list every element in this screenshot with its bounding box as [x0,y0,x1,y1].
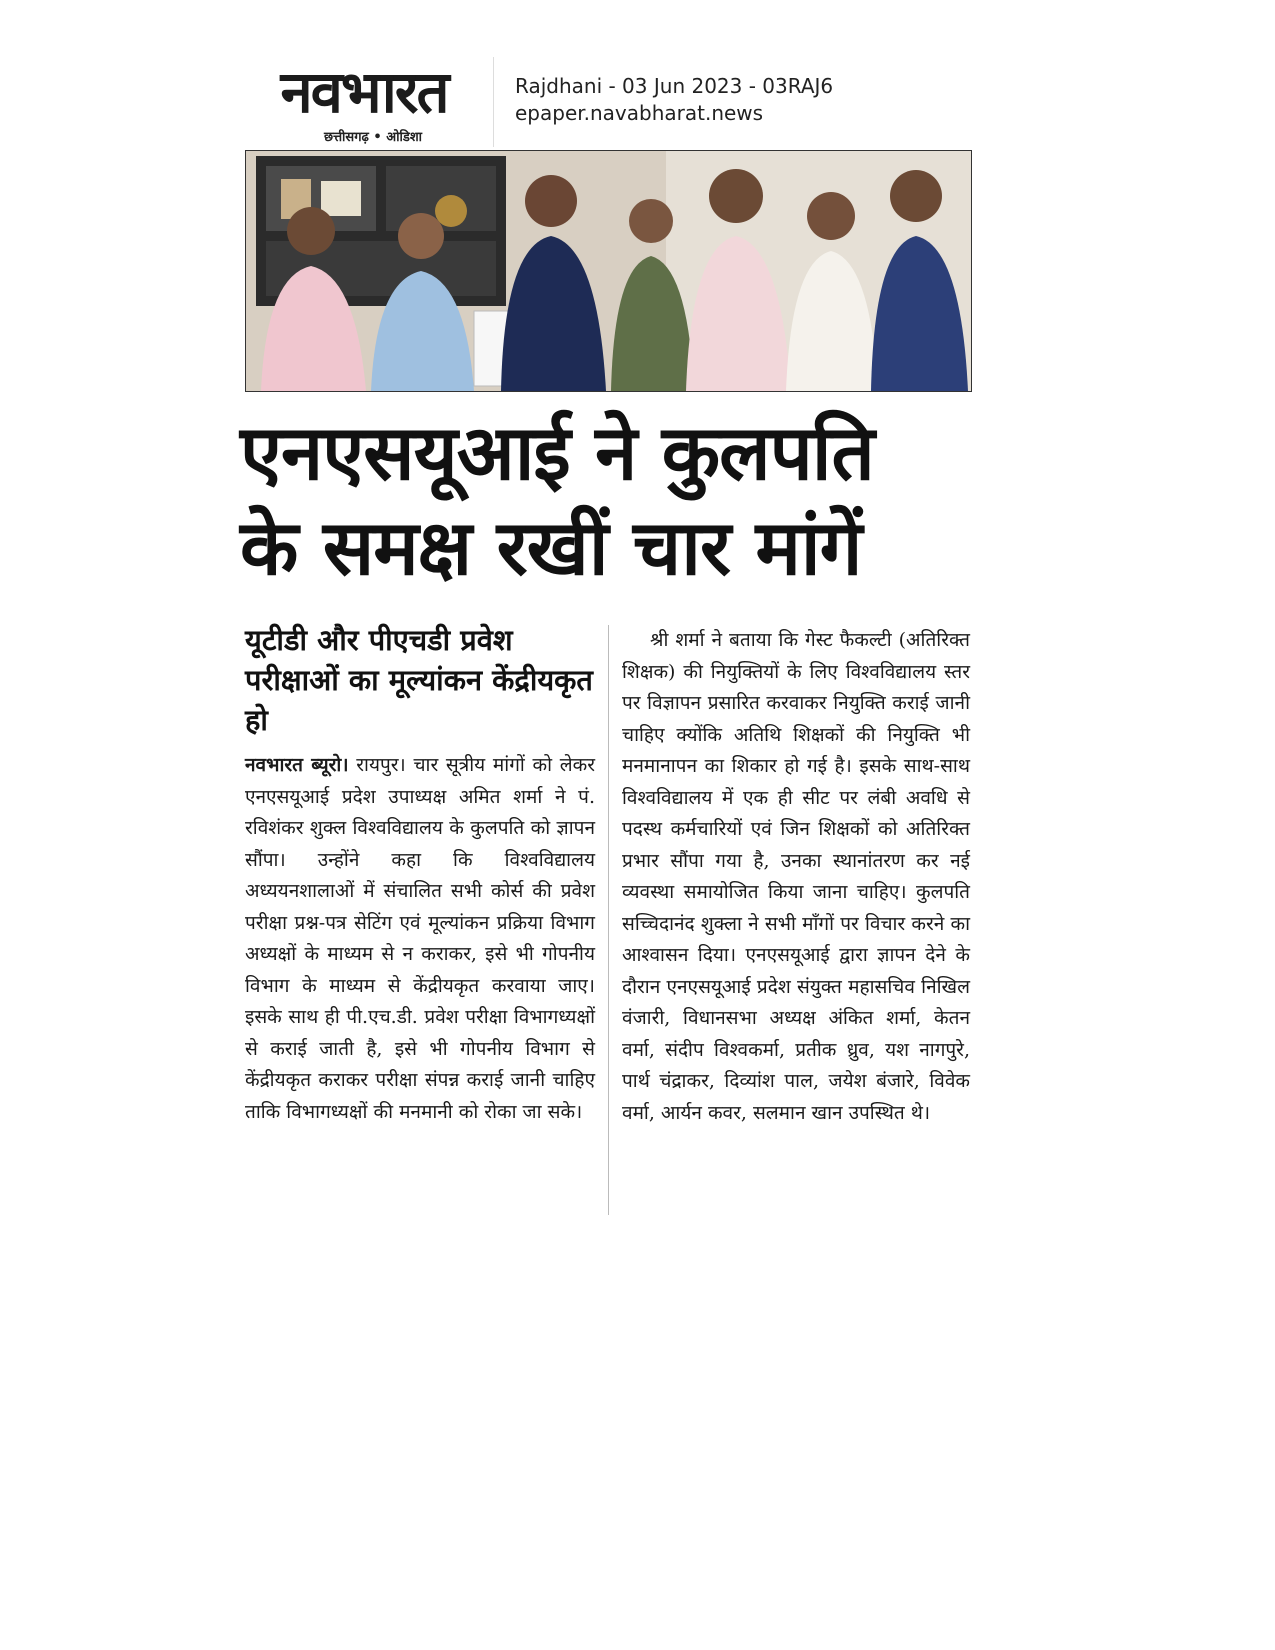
group-photo-illustration [246,151,971,391]
article-column-1 [245,750,595,1128]
column-divider [608,625,609,1215]
edition-line: Rajdhani - 03 Jun 2023 - 03RAJ6 [515,74,834,98]
logo-wordmark: नवभारत [280,58,448,126]
article-column-2: श्री शर्मा ने बताया कि गेस्ट फैकल्टी (अतिरिक्त शिक्षक) की नियुक्तियों के लिए विश्वविद्यालय स्तर पर विज्ञापन प्रसारित करवाकर नियुक्ति कराई जानी चाहिए क्योंकि अतिथि शिक्षकों की नियुक्ति भी मनमानापन का शिकार हो गई है। इसके साथ-साथ विश्वविद्यालय में एक ही सीट पर लंबी अवधि से पदस्थ कर्मचारियों एवं जिन शिक्षकों को अतिरिक्त प्रभार सौंपा गया है, उनका स्थानांतरण कर नई व्यवस्था समायोजित किया जाना चाहिए। कुलपति सच्चिदानंद शुक्ला ने सभी माँगों पर विचार करने का आश्वासन दिया। एनएसयूआई द्वारा ज्ञापन देने के दौरान एनएसयूआई प्रदेश संयुक्त महासचिव निखिल वंजारी, विधानसभा अध्यक्ष अंकित शर्मा, केतन वर्मा, संदीप विश्वकर्मा, प्रतीक ध्रुव, यश नागपुरे, पार्थ चंद्राकर, दिव्यांश पाल, जयेश बंजारे, विवेक वर्मा, आर्यन कवर, सलमान खान उपस्थित थे। [622,629,970,1124]
subheadline: यूटीडी और पीएचडी प्रवेश परीक्षाओं का मूल्यांकन केंद्रीयकृत हो [245,623,593,737]
news-photo [245,150,972,392]
column-1-body: रायपुर। चार सूत्रीय मांगों को लेकर एनएसयूआई प्रदेश उपाध्यक्ष अमित शर्मा ने पं. रविशंकर शुक्ल विश्वविद्यालय के कुलपति को ज्ञापन सौंपा। उन्होंने कहा कि विश्वविद्यालय अध्ययनशालाओं में संचालित सभी कोर्स की प्रवेश परीक्षा प्रश्न-पत्र सेटिंग एवं मूल्यांकन प्रक्रिया विभाग अध्यक्षों के माध्यम से न कराकर, इसे भी गोपनीय विभाग के माध्यम से केंद्रीयकृत करवाया जाए। इसके साथ ही पी.एच.डी. प्रवेश परीक्षा विभागध्यक्षों से कराई जाती है, इसे भी गोपनीय विभाग से केंद्रीयकृत कराकर परीक्षा संपन्न कराई जानी चाहिए ताकि विभागध्यक्षों की मनमानी को रोका जा सके। [245,754,595,1123]
logo-region: छत्तीसगढ़ • ओडिशा [323,130,423,145]
newspaper-logo [233,57,494,147]
byline: नवभारत ब्यूरो। [245,754,349,776]
edition-info [515,73,833,127]
headline-line-2: के समक्ष रखीं चार मांगें [240,503,862,592]
headline-line-1: एनएसयूआई ने कुलपति [240,408,874,497]
epaper-url: epaper.navabharat.news [515,101,764,125]
headline [240,405,980,595]
